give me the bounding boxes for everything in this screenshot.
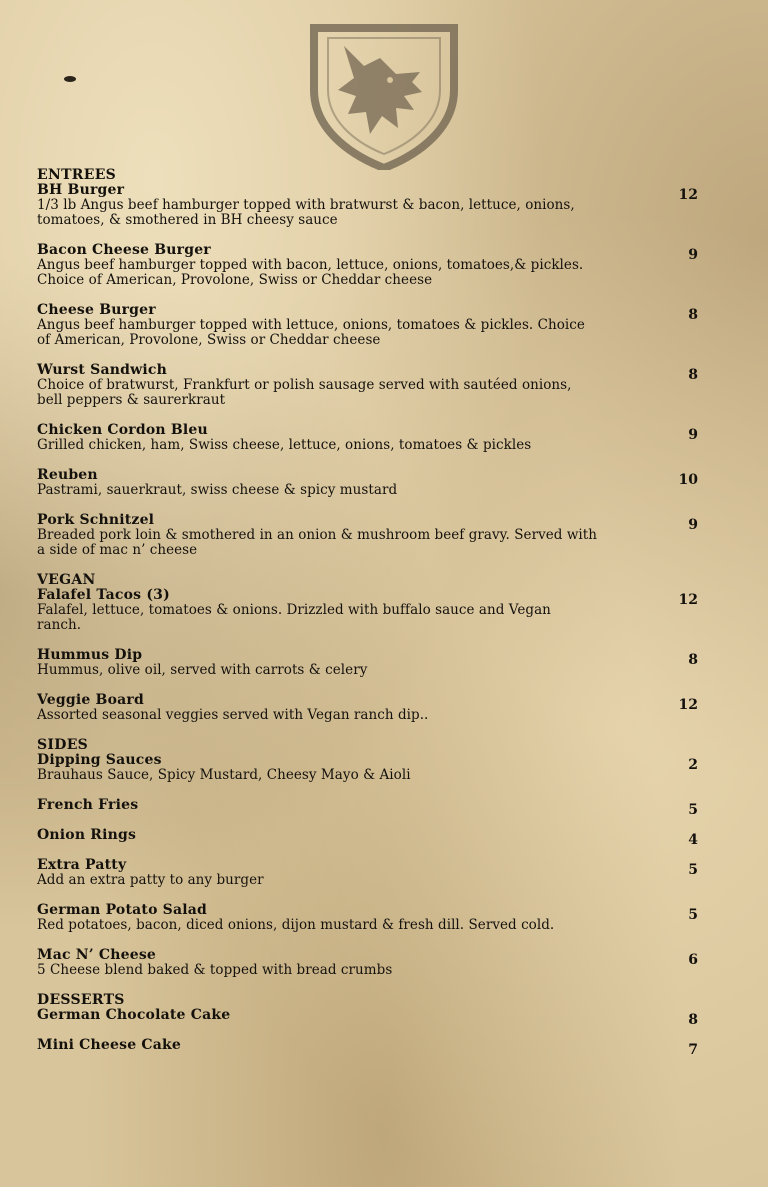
menu-item [37,1007,702,1028]
item-description: Angus beef hamburger topped with lettuce, onions, tomatoes & pickles. Choice of American, Provolone, Swiss or Cheddar cheese [37,317,585,348]
item-price: 8 [688,367,698,383]
item-name: Bacon Cheese Burger [37,242,211,258]
item-name: BH Burger [37,182,125,198]
menu-item [37,513,702,558]
item-price: 4 [688,832,698,848]
item-description: Breaded pork loin & smothered in an onion & mushroom beef gravy. Served with a side of mac n’ cheese [37,527,598,558]
section-heading: SIDES [37,737,89,753]
item-description: Red potatoes, bacon, diced onions, dijon mustard & fresh dill. Served cold. [37,917,555,933]
item-description: Assorted seasonal veggies served with Vegan ranch dip.. [37,707,429,723]
item-name: Veggie Board [37,692,144,708]
shield-wolf-icon [308,18,460,170]
item-price: 8 [688,652,698,668]
item-description: Brauhaus Sauce, Spicy Mustard, Cheesy Mayo & Aioli [37,767,411,783]
menu [37,167,702,1058]
item-price: 9 [688,427,698,443]
item-description: Pastrami, sauerkraut, swiss cheese & spicy mustard [37,482,398,498]
menu-item [37,827,702,848]
item-price: 12 [678,592,698,608]
item-name: Hummus Dip [37,647,143,663]
menu-item [37,1037,702,1058]
item-description: 1/3 lb Angus beef hamburger topped with bratwurst & bacon, lettuce, onions, tomatoes, & smothered in BH cheesy sauce [37,197,575,228]
item-price: 8 [688,1012,698,1028]
item-price: 5 [688,862,698,878]
item-name: Pork Schnitzel [37,512,155,528]
menu-item [37,648,702,678]
menu-item [37,858,702,888]
item-description: 5 Cheese blend baked & topped with bread crumbs [37,962,393,978]
item-name: Mac N’ Cheese [37,947,157,963]
menu-item [37,303,702,348]
item-name: Falafel Tacos (3) [37,587,170,603]
menu-item [37,468,702,498]
item-description: Hummus, olive oil, served with carrots & celery [37,662,368,678]
section-heading: DESSERTS [37,992,125,1008]
item-price: 10 [678,472,698,488]
item-description: Grilled chicken, ham, Swiss cheese, lettuce, onions, tomatoes & pickles [37,437,532,453]
item-price: 5 [688,907,698,923]
item-price: 7 [688,1042,698,1058]
item-name: Mini Cheese Cake [37,1037,182,1053]
item-name: German Potato Salad [37,902,208,918]
item-price: 9 [688,517,698,533]
item-price: 8 [688,307,698,323]
menu-item [37,588,702,633]
menu-item [37,797,702,818]
item-price: 2 [688,757,698,773]
item-description: Choice of bratwurst, Frankfurt or polish sausage served with sautéed onions, bell peppers & saurerkraut [37,377,572,408]
ink-mark [64,76,76,82]
menu-item [37,363,702,408]
item-name: Chicken Cordon Bleu [37,422,208,438]
item-name: Reuben [37,467,98,483]
item-name: Dipping Sauces [37,752,162,768]
menu-item [37,693,702,723]
menu-item [37,243,702,288]
item-price: 12 [678,187,698,203]
item-name: French Fries [37,797,139,813]
menu-item [37,753,702,783]
section-heading: VEGAN [37,572,96,588]
item-price: 5 [688,802,698,818]
item-description: Falafel, lettuce, tomatoes & onions. Drizzled with buffalo sauce and Vegan ranch. [37,602,551,633]
item-name: Extra Patty [37,857,127,873]
item-description: Angus beef hamburger topped with bacon, lettuce, onions, tomatoes,& pickles. Choice of American, Provolone, Swiss or Cheddar cheese [37,257,584,288]
item-description: Add an extra patty to any burger [37,872,264,888]
section-heading: ENTREES [37,167,117,183]
item-name: German Chocolate Cake [37,1007,231,1023]
menu-item [37,423,702,453]
menu-item [37,948,702,978]
item-name: Onion Rings [37,827,137,843]
item-name: Cheese Burger [37,302,156,318]
item-price: 9 [688,247,698,263]
item-name: Wurst Sandwich [37,362,167,378]
menu-item [37,183,702,228]
item-price: 6 [688,952,698,968]
menu-item [37,903,702,933]
item-price: 12 [678,697,698,713]
